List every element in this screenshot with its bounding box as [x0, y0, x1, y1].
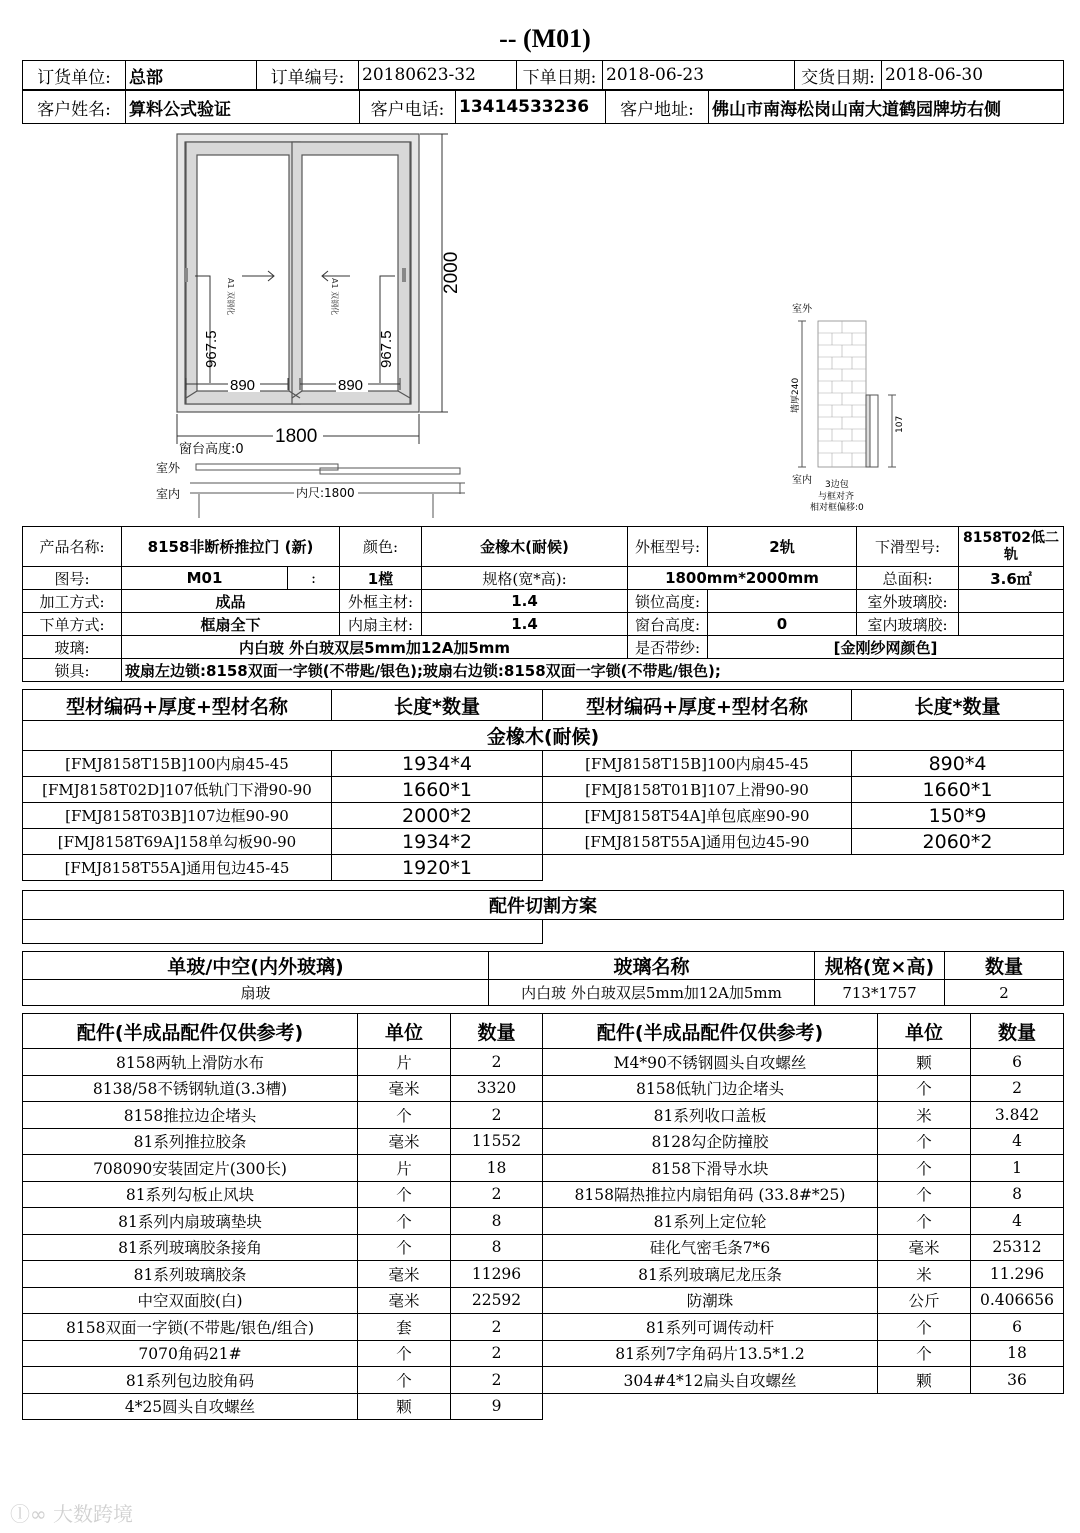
- table-cell: 片: [358, 1155, 451, 1182]
- cutting-plan-table: [22, 890, 1064, 944]
- table-cell: 个: [358, 1340, 451, 1367]
- table-cell: 毫米: [878, 1234, 971, 1261]
- table-cell: 颗: [878, 1049, 971, 1076]
- table-cell: 1934*2: [332, 829, 543, 855]
- table-cell: 毫米: [358, 1128, 451, 1155]
- table-cell: 个: [878, 1340, 971, 1367]
- table-cell: 8: [971, 1181, 1064, 1208]
- order-date-value: 2018-06-23: [603, 61, 795, 90]
- table-row: [FMJ8158T01B]107上滑90-90: [543, 777, 852, 803]
- unit-value: 总部: [126, 61, 257, 90]
- table-row: [FMJ8158T69A]158单勾板90-90: [23, 829, 332, 855]
- table-cell: 18: [451, 1155, 543, 1182]
- empty-cell: [543, 920, 1064, 944]
- lock-value: 玻扇左边锁:8158双面一字锁(不带匙/银色);玻扇右边锁:8158双面一字锁(不带匙/银色);: [122, 659, 1064, 682]
- table-cell: 硅化气密毛条7*6: [543, 1234, 878, 1261]
- table-row: [FMJ8158T55A]通用包边45-90: [543, 829, 852, 855]
- order-header: [22, 60, 1064, 90]
- glass-col-name: 玻璃名称: [489, 952, 815, 980]
- table-cell: 8: [451, 1208, 543, 1235]
- unit-label: 订货单位:: [23, 61, 126, 90]
- table-cell: 7070角码21#: [23, 1340, 358, 1367]
- profiles-col-code-1: 型材编码+厚度+型材名称: [23, 690, 332, 721]
- sash-label-right: A1 双钢化: [330, 278, 339, 316]
- empty-cell: [543, 1393, 878, 1420]
- table-cell: 11552: [451, 1128, 543, 1155]
- process-value: 成品: [122, 590, 340, 613]
- table-cell: 8158推拉边企堵头: [23, 1102, 358, 1129]
- parts-col-name-1: 配件(半成品配件仅供参考): [23, 1014, 358, 1049]
- table-cell: 4*25圆头自攻螺丝: [23, 1393, 358, 1420]
- customer-value: 算料公式验证: [126, 91, 360, 124]
- table-cell: 713*1757: [815, 980, 945, 1006]
- spec-value: 1800mm*2000mm: [628, 567, 857, 590]
- delivery-label: 交货日期:: [795, 61, 882, 90]
- table-cell: 毫米: [358, 1261, 451, 1288]
- table-cell: 个: [878, 1314, 971, 1341]
- table-cell: 3.842: [971, 1102, 1064, 1129]
- parts-col-qty-2: 数量: [971, 1014, 1064, 1049]
- table-cell: 2: [451, 1181, 543, 1208]
- indoor-glue-label: 室内玻璃胶:: [857, 613, 959, 636]
- table-cell: 2060*2: [852, 829, 1064, 855]
- phone-value: 13414533236: [456, 91, 606, 124]
- table-cell: 11296: [451, 1261, 543, 1288]
- cutting-plan-cell: [23, 920, 543, 944]
- table-cell: 颗: [358, 1393, 451, 1420]
- screen-value: [金刚纱网颜色]: [708, 636, 1064, 659]
- table-cell: 个: [878, 1181, 971, 1208]
- table-cell: 6: [971, 1049, 1064, 1076]
- table-cell: 81系列包边胶角码: [23, 1367, 358, 1394]
- table-cell: 米: [878, 1102, 971, 1129]
- watermark-text: 大数跨境: [53, 1502, 134, 1526]
- color-value: 金橡木(耐候): [422, 527, 628, 567]
- table-cell: 防潮珠: [543, 1287, 878, 1314]
- lock-height-label: 锁位高度:: [628, 590, 708, 613]
- table-cell: 中空双面胶(白): [23, 1287, 358, 1314]
- table-cell: 8128勾企防撞胶: [543, 1128, 878, 1155]
- table-cell: 81系列玻璃尼龙压条: [543, 1261, 878, 1288]
- table-cell: 1934*4: [332, 751, 543, 777]
- empty-cell: [852, 855, 1064, 881]
- table-cell: 8: [451, 1234, 543, 1261]
- wall-note-1: 3边包: [825, 480, 849, 490]
- table-cell: 8158双面一字锁(不带匙/银色/组合): [23, 1314, 358, 1341]
- table-cell: 1920*1: [332, 855, 543, 881]
- glass-col-spec: 规格(宽×高): [815, 952, 945, 980]
- parts-col-unit-1: 单位: [358, 1014, 451, 1049]
- profiles-table: [22, 689, 1064, 881]
- total-width: 1800: [275, 426, 318, 447]
- table-cell: 个: [358, 1102, 451, 1129]
- order-no-label: 订单编号:: [257, 61, 359, 90]
- handle-height-right: 967.5: [378, 330, 395, 368]
- table-cell: 毫米: [358, 1075, 451, 1102]
- table-cell: 81系列上定位轮: [543, 1208, 878, 1235]
- wall-note-3: 相对框偏移:0: [810, 503, 864, 513]
- table-cell: 9: [451, 1393, 543, 1420]
- table-cell: 890*4: [852, 751, 1064, 777]
- outdoor-label: 室外: [156, 461, 181, 475]
- glass-label: 玻璃:: [23, 636, 122, 659]
- order-date-label: 下单日期:: [517, 61, 603, 90]
- table-cell: 81系列玻璃胶条接角: [23, 1234, 358, 1261]
- sash-material-value: 1.4: [422, 613, 628, 636]
- parts-table: [22, 1013, 1064, 1420]
- order-mode-value: 框扇全下: [122, 613, 340, 636]
- table-cell: 个: [358, 1208, 451, 1235]
- product-name-label: 产品名称:: [23, 527, 122, 567]
- wall-thickness: 墙厚240: [791, 377, 801, 413]
- table-cell: 8158隔热推拉内扇铝角码 (33.8#*25): [543, 1181, 878, 1208]
- table-row: [FMJ8158T15B]100内扇45-45: [543, 751, 852, 777]
- table-cell: 81系列推拉胶条: [23, 1128, 358, 1155]
- wall-section-drawing: [780, 295, 920, 520]
- table-cell: 个: [878, 1075, 971, 1102]
- address-value: 佛山市南海松岗山南大道鹤园牌坊右侧: [709, 91, 1064, 124]
- wall-note-2: 与框对齐: [818, 492, 855, 502]
- table-cell: 3320: [451, 1075, 543, 1102]
- table-cell: 个: [878, 1208, 971, 1235]
- empty-cell: [971, 1393, 1064, 1420]
- profiles-col-length-1: 长度*数量: [332, 690, 543, 721]
- table-cell: 8158低轨门边企堵头: [543, 1075, 878, 1102]
- frame-type-label: 外框型号:: [628, 527, 708, 567]
- table-cell: 81系列内扇玻璃垫块: [23, 1208, 358, 1235]
- handle-height-left: 967.5: [203, 330, 220, 368]
- page-title: -- (M01): [499, 24, 591, 53]
- frame-material-value: 1.4: [422, 590, 628, 613]
- order-mode-label: 下单方式:: [23, 613, 122, 636]
- slide-type-value: 8158T02低二轨: [959, 527, 1064, 567]
- table-cell: 81系列可调传动杆: [543, 1314, 878, 1341]
- table-cell: 150*9: [852, 803, 1064, 829]
- glass-value: 内白玻 外白玻双层5mm加12A加5mm: [122, 636, 628, 659]
- outdoor-glue-label: 室外玻璃胶:: [857, 590, 959, 613]
- sash-width-left: 890: [230, 377, 256, 394]
- table-cell: 公斤: [878, 1287, 971, 1314]
- cutting-plan-title: 配件切割方案: [23, 891, 1064, 920]
- table-row: [FMJ8158T54A]单包底座90-90: [543, 803, 852, 829]
- total-height: 2000: [441, 251, 462, 294]
- address-label: 客户地址:: [606, 91, 709, 124]
- glass-col-type: 单玻/中空(内外玻璃): [23, 952, 489, 980]
- sill-height-label: 窗台高度:: [628, 613, 708, 636]
- glass-col-qty: 数量: [945, 952, 1064, 980]
- figure-no-value: M01: [122, 567, 288, 590]
- table-cell: 11.296: [971, 1261, 1064, 1288]
- frame-material-label: 外框主材:: [340, 590, 422, 613]
- empty-cell: [543, 855, 852, 881]
- table-cell: 36: [971, 1367, 1064, 1394]
- total-area-value: 3.6㎡: [959, 567, 1064, 590]
- sill-height-value: 0: [708, 613, 857, 636]
- table-cell: 个: [358, 1367, 451, 1394]
- empty-cell: [878, 1393, 971, 1420]
- parts-col-name-2: 配件(半成品配件仅供参考): [543, 1014, 878, 1049]
- table-cell: 8158下滑导水块: [543, 1155, 878, 1182]
- table-cell: 4: [971, 1208, 1064, 1235]
- profiles-color: 金橡木(耐候): [23, 721, 1064, 751]
- screen-label: 是否带纱:: [628, 636, 708, 659]
- wall-outdoor-label: 室外: [792, 304, 812, 315]
- table-cell: 毫米: [358, 1287, 451, 1314]
- table-cell: 套: [358, 1314, 451, 1341]
- process-label: 加工方式:: [23, 590, 122, 613]
- table-cell: 304#4*12扁头自攻螺丝: [543, 1367, 878, 1394]
- table-cell: 81系列收口盖板: [543, 1102, 878, 1129]
- indoor-label: 室内: [156, 487, 181, 501]
- table-cell: 1660*1: [852, 777, 1064, 803]
- table-cell: 81系列勾板止风块: [23, 1181, 358, 1208]
- watermark-logo-icon: ⓛ∞: [10, 1502, 47, 1526]
- lock-label: 锁具:: [23, 659, 122, 682]
- sill-height-label: 窗台高度:0: [179, 442, 244, 457]
- lock-height-value: [708, 590, 857, 613]
- inner-size: 内尺:1800: [296, 486, 355, 500]
- product-info-table: [22, 526, 1064, 682]
- watermark: [10, 1498, 133, 1527]
- product-name: 8158非断桥推拉门 (新): [122, 527, 340, 567]
- glass-table: [22, 951, 1064, 1006]
- table-cell: 扇玻: [23, 980, 489, 1006]
- customer-header: [22, 90, 1064, 124]
- table-cell: 81系列7字角码片13.5*1.2: [543, 1340, 878, 1367]
- table-cell: 25312: [971, 1234, 1064, 1261]
- indoor-glue-value: [959, 613, 1064, 636]
- total-area-label: 总面积:: [857, 567, 959, 590]
- table-cell: 1: [971, 1155, 1064, 1182]
- table-cell: 2: [451, 1367, 543, 1394]
- spec-label: 规格(宽*高):: [422, 567, 628, 590]
- table-cell: 个: [358, 1234, 451, 1261]
- table-cell: 个: [358, 1181, 451, 1208]
- color-label: 颜色:: [340, 527, 422, 567]
- outdoor-glue-value: [959, 590, 1064, 613]
- parts-col-unit-2: 单位: [878, 1014, 971, 1049]
- table-row: [FMJ8158T15B]100内扇45-45: [23, 751, 332, 777]
- table-cell: 2: [971, 1075, 1064, 1102]
- table-cell: M4*90不锈钢圆头自攻螺丝: [543, 1049, 878, 1076]
- frame-type-value: 2轨: [708, 527, 857, 567]
- table-cell: 内白玻 外白玻双层5mm加12A加5mm: [489, 980, 815, 1006]
- phone-label: 客户电话:: [360, 91, 456, 124]
- table-cell: 6: [971, 1314, 1064, 1341]
- order-no-value: 20180623-32: [359, 61, 517, 90]
- table-cell: 个: [878, 1155, 971, 1182]
- table-cell: 1660*1: [332, 777, 543, 803]
- table-cell: 708090安装固定片(300长): [23, 1155, 358, 1182]
- slide-type-label: 下滑型号:: [857, 527, 959, 567]
- delivery-value: 2018-06-30: [882, 61, 1064, 90]
- table-row: [FMJ8158T03B]107边框90-90: [23, 803, 332, 829]
- table-cell: 2: [451, 1049, 543, 1076]
- figure-no-label: 图号:: [23, 567, 122, 590]
- table-cell: 8158两轨上滑防水布: [23, 1049, 358, 1076]
- table-cell: 2: [451, 1102, 543, 1129]
- door-drawing: [150, 128, 490, 528]
- profiles-col-length-2: 长度*数量: [852, 690, 1064, 721]
- table-cell: 0.406656: [971, 1287, 1064, 1314]
- wall-indoor-label: 室内: [792, 475, 812, 486]
- customer-label: 客户姓名:: [23, 91, 126, 124]
- table-row: [FMJ8158T02D]107低轨门下滑90-90: [23, 777, 332, 803]
- table-cell: 2: [451, 1340, 543, 1367]
- table-cell: 81系列玻璃胶条: [23, 1261, 358, 1288]
- table-cell: 米: [878, 1261, 971, 1288]
- figure-colon: :: [288, 567, 340, 590]
- table-cell: 个: [878, 1128, 971, 1155]
- table-cell: 18: [971, 1340, 1064, 1367]
- table-cell: 颗: [878, 1367, 971, 1394]
- sash-material-label: 内扇主材:: [340, 613, 422, 636]
- wall-depth: 107: [895, 415, 905, 433]
- sash-width-right: 890: [338, 377, 364, 394]
- parts-col-qty-1: 数量: [451, 1014, 543, 1049]
- table-row: [FMJ8158T55A]通用包边45-45: [23, 855, 332, 881]
- table-cell: 片: [358, 1049, 451, 1076]
- quantity-value: 1樘: [340, 567, 422, 590]
- table-cell: 2: [945, 980, 1064, 1006]
- table-cell: 2: [451, 1314, 543, 1341]
- table-cell: 4: [971, 1128, 1064, 1155]
- table-cell: 8138/58不锈钢轨道(3.3槽): [23, 1075, 358, 1102]
- sash-label-left: A1 双钢化: [226, 278, 235, 316]
- table-cell: 22592: [451, 1287, 543, 1314]
- table-cell: 2000*2: [332, 803, 543, 829]
- profiles-col-code-2: 型材编码+厚度+型材名称: [543, 690, 852, 721]
